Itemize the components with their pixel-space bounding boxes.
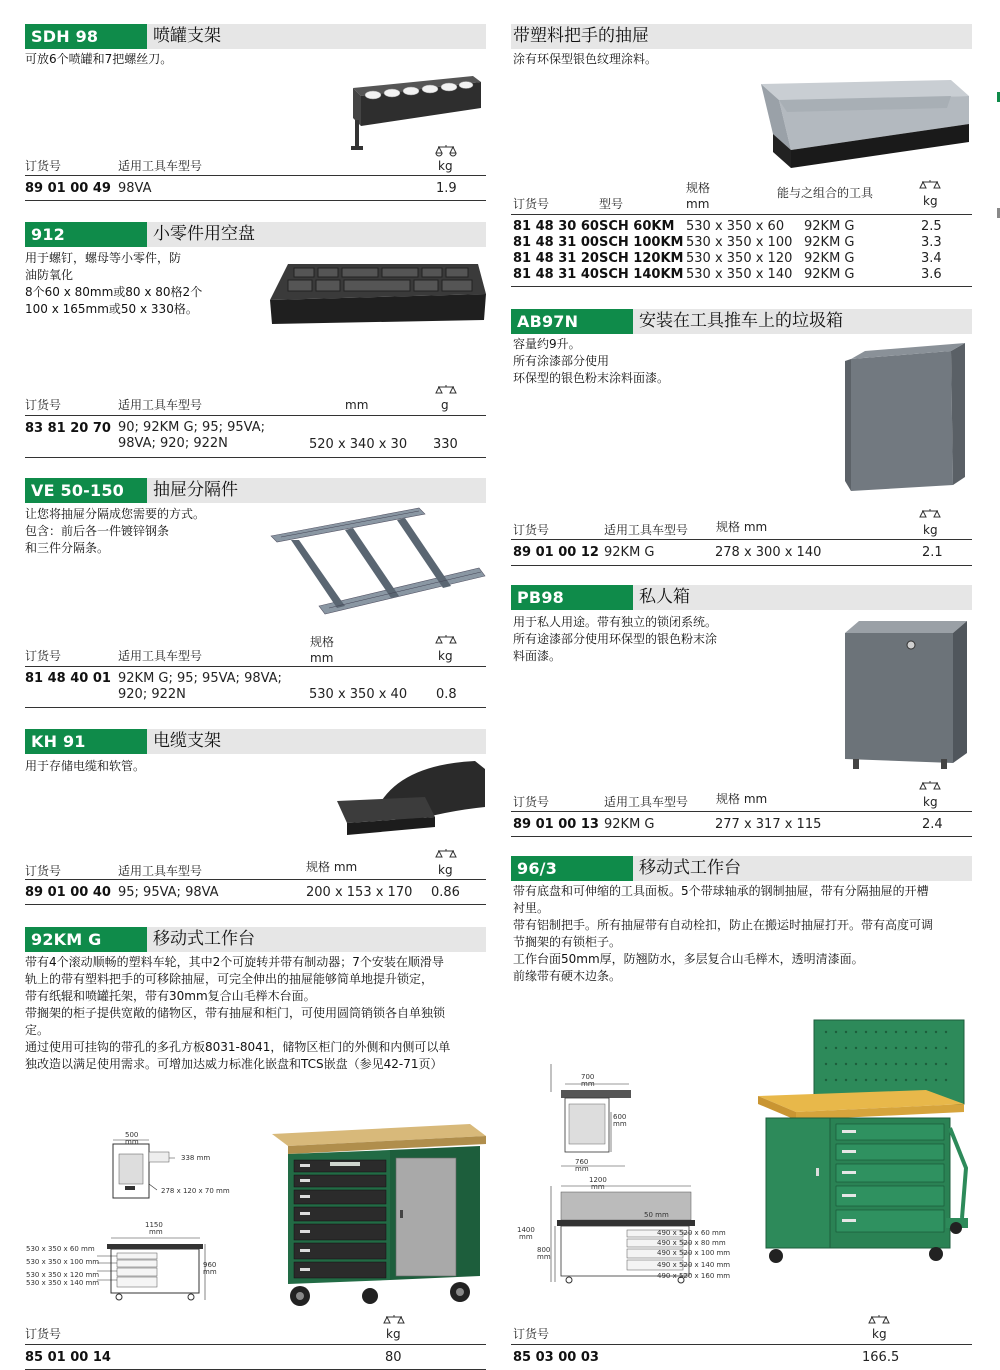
section-header bbox=[511, 24, 972, 49]
weight-value: 0.8 bbox=[436, 687, 457, 702]
cart-model: 90; 92KM G; 95; 95VA; 98VA; 920; 922N bbox=[118, 420, 265, 451]
col-order-number: 订货号 bbox=[513, 197, 550, 211]
section-header bbox=[511, 856, 972, 881]
order-number: 89 01 00 40 bbox=[25, 885, 111, 900]
workbench-96-3-image bbox=[756, 1018, 972, 1280]
col-compatible-tool: 能与之组合的工具 bbox=[777, 186, 874, 200]
weight-value: 2.5 bbox=[921, 219, 942, 234]
product-description: 用于私人用途。带有独立的锁闭系统。 所有途漆部分使用环保型的银色粉末涂 料面漆。 bbox=[513, 615, 718, 663]
dim-drawer-2: 530 x 350 x 100 mm bbox=[26, 1258, 100, 1266]
private-box-image bbox=[841, 617, 971, 773]
weight-scale-icon bbox=[435, 144, 457, 157]
product-description: 涂有环保型银色纹理涂料。 bbox=[513, 52, 658, 66]
col-weight-unit: kg bbox=[923, 795, 938, 809]
size-value: 200 x 153 x 170 bbox=[306, 885, 413, 900]
weight-scale-icon bbox=[919, 780, 941, 793]
order-number: 81 48 30 60 bbox=[513, 219, 599, 234]
product-description: 容量约9升。 所有涂漆部分使用 环保型的银色粉末涂料面漆。 bbox=[513, 337, 670, 385]
type: SCH 120KM bbox=[599, 251, 684, 266]
col-weight-unit: kg bbox=[438, 159, 453, 173]
col-order-number: 订货号 bbox=[25, 649, 62, 663]
weight-scale-icon bbox=[435, 384, 457, 397]
product-title: 私人箱 bbox=[639, 587, 690, 607]
weight-scale-icon bbox=[435, 848, 457, 861]
col-cart-model: 适用工具车型号 bbox=[604, 795, 689, 809]
col-type: 型号 bbox=[599, 197, 624, 211]
col-size: 规格 mm bbox=[716, 520, 768, 534]
order-number: 83 81 20 70 bbox=[25, 421, 111, 436]
section-ve50-150 bbox=[25, 478, 486, 713]
compatible-tool: 92KM G bbox=[804, 235, 855, 250]
product-title: 小零件用空盘 bbox=[153, 224, 255, 244]
dim-700: 700 bbox=[581, 1073, 595, 1081]
dim-drawer-3: 490 x 520 x 100 mm bbox=[657, 1249, 731, 1257]
col-cart-model: 适用工具车型号 bbox=[118, 159, 203, 173]
col-weight-unit: kg bbox=[872, 1327, 887, 1341]
dim-drawer-4: 490 x 520 x 140 mm bbox=[657, 1261, 731, 1269]
order-number: 89 01 00 13 bbox=[513, 817, 599, 832]
dim-drawer-3: 530 x 350 x 120 mm bbox=[26, 1271, 100, 1279]
parts-tray-image bbox=[268, 260, 488, 326]
col-size-unit: mm bbox=[345, 398, 369, 412]
dim-760-unit: mm bbox=[575, 1165, 589, 1173]
size-value: 530 x 350 x 40 bbox=[309, 687, 408, 702]
section-sdh98 bbox=[25, 24, 486, 204]
product-title: 带塑料把手的抽屉 bbox=[513, 26, 649, 46]
type: SCH 60KM bbox=[599, 219, 675, 234]
size-value: 520 x 340 x 30 bbox=[309, 437, 408, 452]
col-weight-unit: g bbox=[441, 398, 449, 412]
order-number: 81 48 40 01 bbox=[25, 671, 111, 686]
order-number: 89 01 00 49 bbox=[25, 181, 111, 196]
col-cart-model: 适用工具车型号 bbox=[118, 649, 203, 663]
section-kh91 bbox=[25, 729, 486, 909]
type: SCH 100KM bbox=[599, 235, 684, 250]
dim-960-unit: mm bbox=[203, 1268, 217, 1276]
dim-960: 960 bbox=[203, 1261, 217, 1269]
col-order-number: 订货号 bbox=[513, 795, 550, 809]
col-cart-model: 适用工具车型号 bbox=[118, 398, 203, 412]
order-number: 81 48 31 40 bbox=[513, 267, 599, 282]
col-cart-model: 适用工具车型号 bbox=[118, 864, 203, 878]
col-size: 规格 bbox=[686, 181, 711, 195]
col-weight-unit: kg bbox=[923, 194, 938, 208]
size-value: 530 x 350 x 120 bbox=[686, 251, 793, 266]
cart-model: 98VA bbox=[118, 181, 152, 196]
dim-drawer-4: 530 x 350 x 140 mm bbox=[26, 1279, 100, 1287]
weight-value: 3.6 bbox=[921, 267, 942, 282]
drawer-table-row bbox=[511, 267, 972, 283]
dim-1150: 1150 bbox=[145, 1221, 163, 1229]
col-weight-unit: kg bbox=[438, 863, 453, 877]
weight-value: 80 bbox=[385, 1350, 402, 1365]
dim-1200-unit: mm bbox=[591, 1183, 605, 1191]
product-code: 912 bbox=[25, 222, 147, 247]
section-header bbox=[25, 927, 486, 952]
dim-500: 500 bbox=[125, 1131, 139, 1139]
dim-1200: 1200 bbox=[589, 1176, 607, 1184]
drawer-image bbox=[751, 80, 973, 170]
cart-model: 95; 95VA; 98VA bbox=[118, 885, 219, 900]
type: SCH 140KM bbox=[599, 267, 684, 282]
waste-bin-image bbox=[841, 341, 971, 499]
weight-value: 1.9 bbox=[436, 181, 457, 196]
dim-drawer-1: 490 x 520 x 60 mm bbox=[657, 1229, 726, 1237]
col-size-unit: mm bbox=[686, 197, 710, 211]
dim-600-unit: mm bbox=[613, 1120, 627, 1128]
dim-500-unit: mm bbox=[125, 1138, 139, 1146]
dim-338: 338 mm bbox=[181, 1154, 211, 1162]
dim-1150-unit: mm bbox=[149, 1228, 163, 1236]
dim-drawer-5: 490 x 520 x 160 mm bbox=[657, 1272, 731, 1280]
dim-760: 760 bbox=[575, 1158, 589, 1166]
dim-50: 50 mm bbox=[644, 1211, 669, 1219]
section-92kmg bbox=[25, 927, 486, 1370]
order-number: 85 03 00 03 bbox=[513, 1350, 599, 1365]
weight-scale-icon bbox=[868, 1314, 890, 1327]
col-weight-unit: kg bbox=[923, 523, 938, 537]
weight-value: 3.4 bbox=[921, 251, 942, 266]
weight-scale-icon bbox=[919, 508, 941, 521]
cart-model: 92KM G; 95; 95VA; 98VA; 920; 922N bbox=[118, 671, 282, 702]
col-order-number: 订货号 bbox=[25, 864, 62, 878]
product-title: 移动式工作台 bbox=[153, 929, 255, 949]
col-size: 规格 mm bbox=[306, 860, 358, 874]
cable-holder-image bbox=[335, 757, 487, 839]
product-code: 96/3 bbox=[511, 856, 633, 881]
product-code: 92KM G bbox=[25, 927, 147, 952]
dim-800: 800 bbox=[537, 1246, 551, 1254]
compatible-tool: 92KM G bbox=[804, 267, 855, 282]
drawer-table-row bbox=[511, 219, 972, 235]
dim-drawer-2: 490 x 520 x 80 mm bbox=[657, 1239, 726, 1247]
compatible-tool: 92KM G bbox=[804, 251, 855, 266]
section-header bbox=[25, 222, 486, 247]
section-header bbox=[25, 478, 486, 503]
order-number: 81 48 31 20 bbox=[513, 251, 599, 266]
dim-1400-unit: mm bbox=[519, 1233, 533, 1241]
col-order-number: 订货号 bbox=[25, 398, 62, 412]
drawer-table-row bbox=[511, 251, 972, 267]
cart-model: 92KM G bbox=[604, 817, 655, 832]
weight-value: 330 bbox=[433, 437, 458, 452]
workbench-92kmg-image bbox=[270, 1120, 488, 1312]
section-header bbox=[511, 309, 972, 334]
spray-can-holder-image bbox=[343, 68, 483, 158]
col-order-number: 订货号 bbox=[25, 1327, 62, 1341]
weight-scale-icon bbox=[383, 1314, 405, 1327]
product-code: AB97N bbox=[511, 309, 633, 334]
section-912 bbox=[25, 222, 486, 462]
col-order-number: 订货号 bbox=[25, 159, 62, 173]
col-order-number: 订货号 bbox=[513, 523, 550, 537]
product-title: 抽屉分隔件 bbox=[153, 480, 238, 500]
dim-700-unit: mm bbox=[581, 1080, 595, 1088]
order-number: 81 48 31 00 bbox=[513, 235, 599, 250]
dim-1400: 1400 bbox=[517, 1226, 535, 1234]
section-header bbox=[25, 24, 486, 49]
product-description: 带有4个滚动顺畅的塑料车轮，其中2个可旋转并带有制动器；7个安装在顺滑导 轨上的带有塑料把手的可移除抽屉，可完全伸出的抽屉能够简单地提升锁定， 带有纸辊和喷罐托架，带有30mm复合山毛榉木台面。 带搁架的柜子提供宽敞的储物区，带有抽屉和柜门，可使用圆筒销锁各自单独锁 定。 通过使用可挂钩的带孔的多孔方板8031-8041，储物区柜门的外侧和内侧可以单 独改造以满足使用需求。可增加达威力标准化嵌盘和TCS嵌盘（参见42-71页） bbox=[25, 955, 451, 1071]
section-ab97n bbox=[511, 309, 972, 569]
cart-model: 92KM G bbox=[604, 545, 655, 560]
product-code: KH 91 bbox=[25, 729, 147, 754]
col-size: 规格 mm bbox=[716, 792, 768, 806]
col-size-unit: mm bbox=[310, 651, 334, 665]
weight-value: 3.3 bbox=[921, 235, 942, 250]
product-code: SDH 98 bbox=[25, 24, 147, 49]
size-value: 277 x 317 x 115 bbox=[715, 817, 822, 832]
size-value: 278 x 300 x 140 bbox=[715, 545, 822, 560]
col-weight-unit: kg bbox=[386, 1327, 401, 1341]
product-description: 可放6个喷罐和7把螺丝刀。 bbox=[25, 52, 173, 66]
weight-value: 2.1 bbox=[922, 545, 943, 560]
product-description: 带有底盘和可伸缩的工具面板。5个带球轴承的钢制抽屉，带有分隔抽屉的开槽 衬里。 带有铝制把手。所有抽屉带有自动栓扣，防止在搬运时抽屉打开。带有高度可调 节搁架的有锁柜子。 工作台面50mm厚，防翘防水，多层复合山毛榉木，透明清漆面。 前缘带有硬木边条。 bbox=[513, 884, 934, 983]
compatible-tool: 92KM G bbox=[804, 219, 855, 234]
product-title: 安装在工具推车上的垃圾箱 bbox=[639, 311, 843, 331]
product-title: 喷罐支架 bbox=[153, 26, 221, 46]
size-value: 530 x 350 x 100 bbox=[686, 235, 793, 250]
product-description: 让您将抽屉分隔成您需要的方式。 包含：前后各一件镀锌钢条 和三件分隔条。 bbox=[25, 507, 206, 555]
col-cart-model: 适用工具车型号 bbox=[604, 523, 689, 537]
product-code: PB98 bbox=[511, 585, 633, 610]
section-header bbox=[511, 585, 972, 610]
weight-scale-icon bbox=[919, 179, 941, 192]
order-number: 89 01 00 12 bbox=[513, 545, 599, 560]
weight-value: 2.4 bbox=[922, 817, 943, 832]
section-96-3 bbox=[511, 856, 972, 1370]
col-weight-unit: kg bbox=[438, 649, 453, 663]
section-header bbox=[25, 729, 486, 754]
dim-278: 278 x 120 x 70 mm bbox=[161, 1187, 230, 1195]
section-pb98 bbox=[511, 585, 972, 840]
product-code: VE 50-150 bbox=[25, 478, 147, 503]
order-number: 85 01 00 14 bbox=[25, 1350, 111, 1365]
weight-value: 166.5 bbox=[862, 1350, 900, 1365]
product-title: 移动式工作台 bbox=[639, 858, 741, 878]
product-title: 电缆支架 bbox=[153, 731, 221, 751]
size-value: 530 x 350 x 140 bbox=[686, 267, 793, 282]
section-drawer bbox=[511, 24, 972, 289]
drawer-table-row bbox=[511, 235, 972, 251]
drawer-divider-image bbox=[269, 506, 487, 624]
col-order-number: 订货号 bbox=[513, 1327, 550, 1341]
col-size: 规格 bbox=[310, 635, 335, 649]
product-description: 用于存储电缆和软管。 bbox=[25, 759, 146, 773]
size-value: 530 x 350 x 60 bbox=[686, 219, 785, 234]
dim-800-unit: mm bbox=[537, 1253, 551, 1261]
weight-value: 0.86 bbox=[431, 885, 460, 900]
product-description: 用于螺钉，螺母等小零件，防 油防氧化 8个60 x 80mm或80 x 80格2个 100 x 165mm或50 x 330格。 bbox=[25, 251, 203, 316]
weight-scale-icon bbox=[435, 634, 457, 647]
dim-600: 600 bbox=[613, 1113, 627, 1121]
dim-drawer-1: 530 x 350 x 60 mm bbox=[26, 1245, 95, 1253]
